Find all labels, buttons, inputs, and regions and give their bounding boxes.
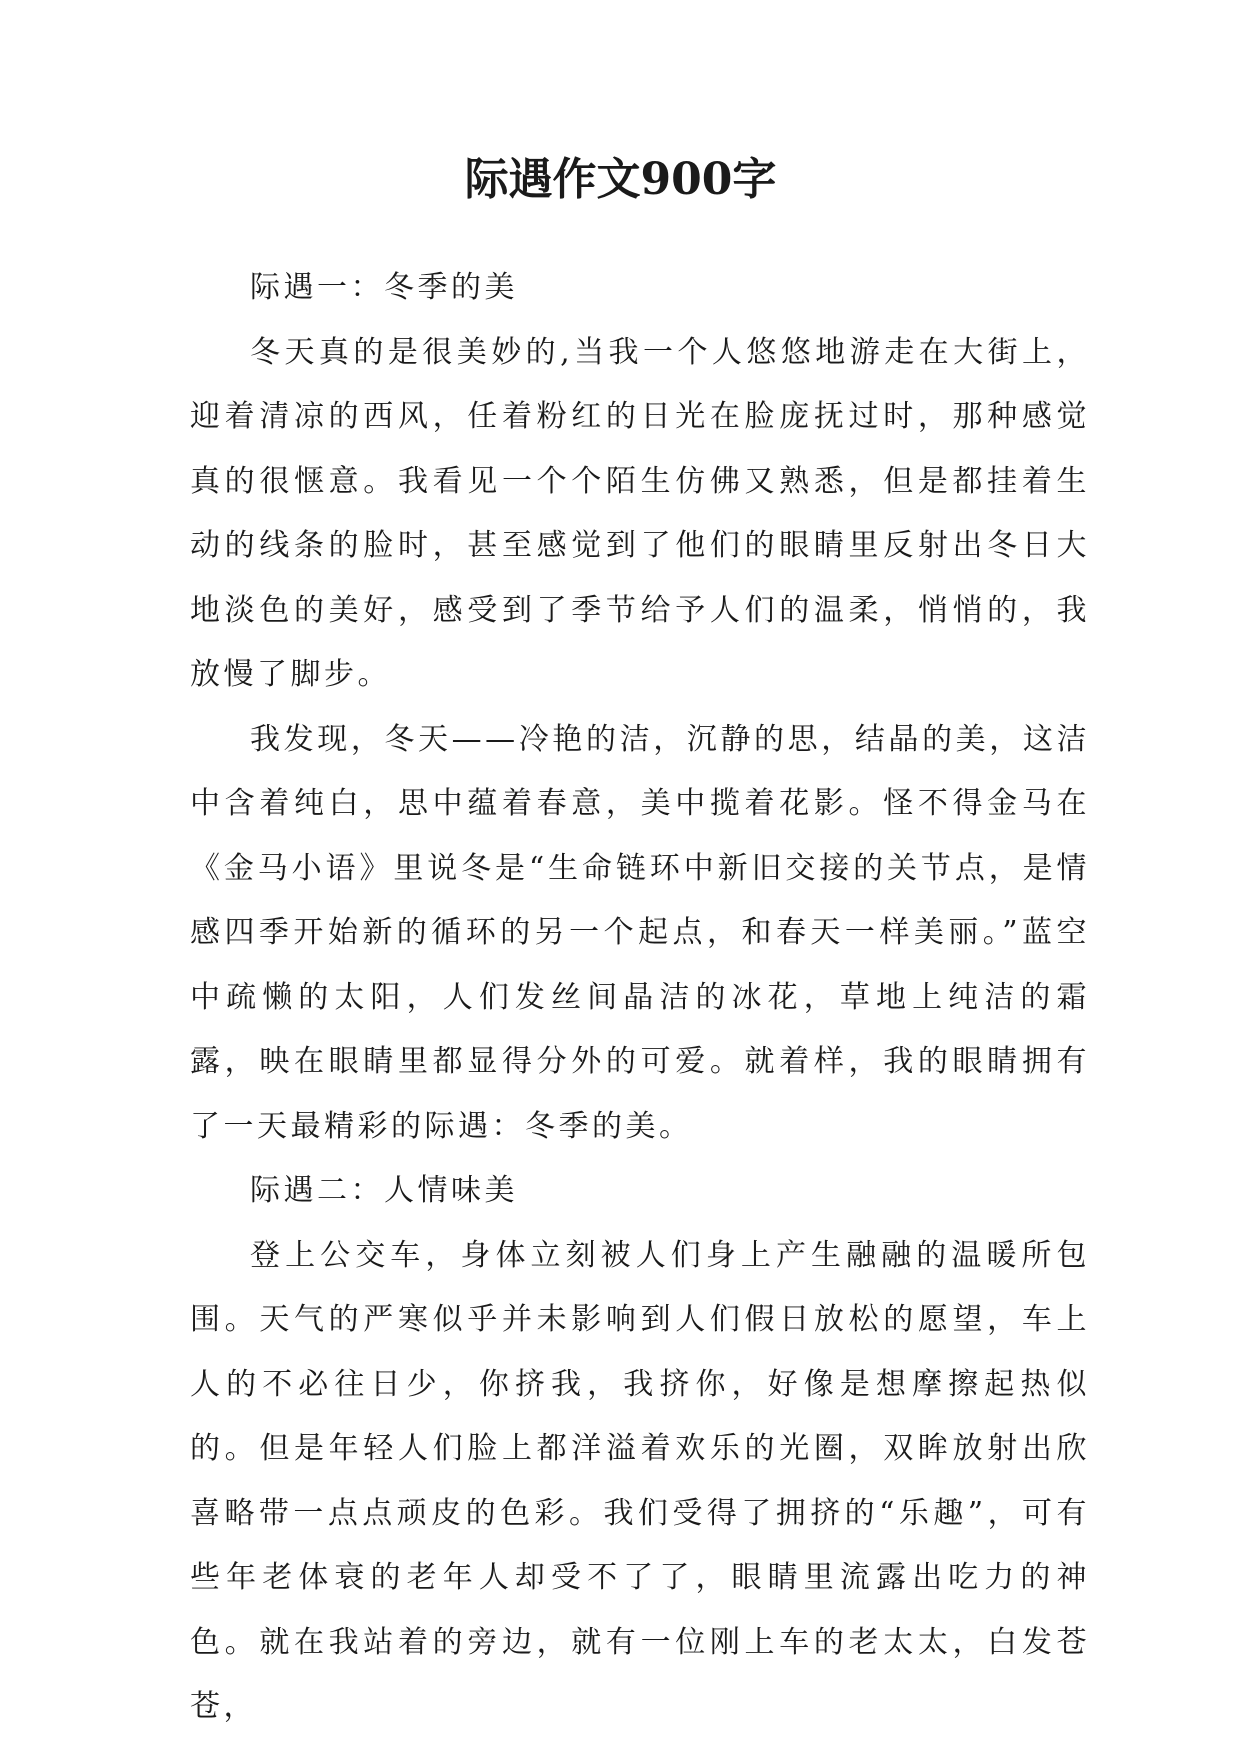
paragraph: 冬天真的是很美妙的,当我一个人悠悠地游走在大街上，迎着清凉的西风，任着粉红的日光在脸庞抚过时，那种感觉真的很惬意。我看见一个个陌生仿佛又熟悉，但是都挂着生动的线条的脸时，甚至感觉到了他们的眼睛里反射出冬日大地淡色的美好，感受到了季节给予人们的温柔，悄悄的，我放慢了脚步。 <box>190 334 1090 692</box>
section-heading-1: 际遇一：冬季的美 <box>250 270 518 305</box>
document-body <box>190 256 1090 1740</box>
paragraph: 登上公交车，身体立刻被人们身上产生融融的温暖所包围。天气的严寒似乎并未影响到人们假日放松的愿望，车上人的不必往日少，你挤我，我挤你，好像是想摩擦起热似的。但是年轻人们脸上都洋溢着欢乐的光圈，双眸放射出欣喜略带一点点顽皮的色彩。我们受得了拥挤的“乐趣”，可有些年老体衰的老年人却受不了了，眼睛里流露出吃力的神色。就在我站着的旁边，就有一位刚上车的老太太，白发苍苍， <box>190 1237 1090 1724</box>
section-heading-2: 际遇二：人情味美 <box>250 1173 518 1208</box>
page-title: 际遇作文900字 <box>464 154 777 205</box>
paragraph: 我发现，冬天——冷艳的洁，沉静的思，结晶的美，这洁中含着纯白，思中蕴着春意，美中揽着花影。怪不得金马在《金马小语》里说冬是“生命链环中新旧交接的关节点，是情感四季开始新的循环的另一个起点，和春天一样美丽。”蓝空中疏懒的太阳，人们发丝间晶洁的冰花，草地上纯洁的霜露，映在眼睛里都显得分外的可爱。就着样，我的眼睛拥有了一天最精彩的际遇：冬季的美。 <box>190 721 1090 1144</box>
